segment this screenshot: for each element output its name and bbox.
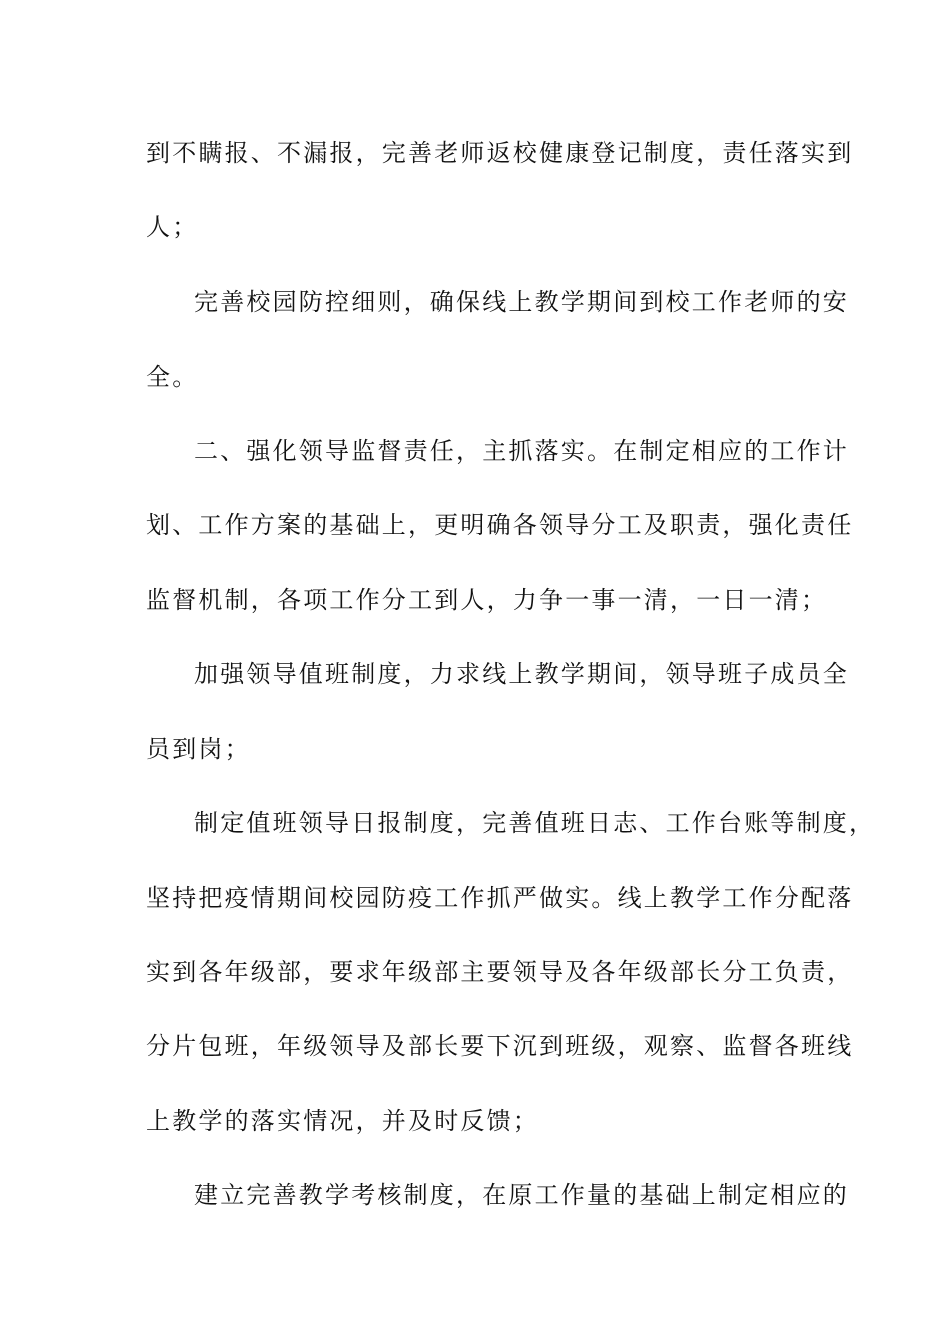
text-line-11: 坚持把疫情期间校园防疫工作抓严做实。线上教学工作分配落 — [146, 884, 854, 912]
text-line-7: 监督机制，各项工作分工到人，力争一事一清，一日一清； — [146, 586, 828, 614]
text-line-13: 分片包班，年级领导及部长要下沉到班级，观察、监督各班线 — [146, 1032, 854, 1060]
text-line-5: 二、强化领导监督责任，主抓落实。在制定相应的工作计 — [194, 437, 849, 465]
text-line-10: 制定值班领导日报制度，完善值班日志、工作台账等制度， — [194, 809, 876, 837]
text-line-2: 人； — [146, 213, 199, 241]
text-line-6: 划、工作方案的基础上，更明确各领导分工及职责，强化责任 — [146, 511, 854, 539]
text-line-3: 完善校园防控细则，确保线上教学期间到校工作老师的安 — [194, 288, 849, 316]
text-line-15: 建立完善教学考核制度，在原工作量的基础上制定相应的 — [194, 1181, 849, 1209]
text-line-14: 上教学的落实情况，并及时反馈； — [146, 1107, 539, 1135]
text-line-9: 员到岗； — [146, 735, 251, 763]
text-line-12: 实到各年级部，要求年级部主要领导及各年级部长分工负责， — [146, 958, 854, 986]
text-line-4: 全。 — [146, 363, 199, 391]
text-line-8: 加强领导值班制度，力求线上教学期间，领导班子成员全 — [194, 660, 849, 688]
text-line-1: 到不瞒报、不漏报，完善老师返校健康登记制度，责任落实到 — [146, 139, 854, 167]
